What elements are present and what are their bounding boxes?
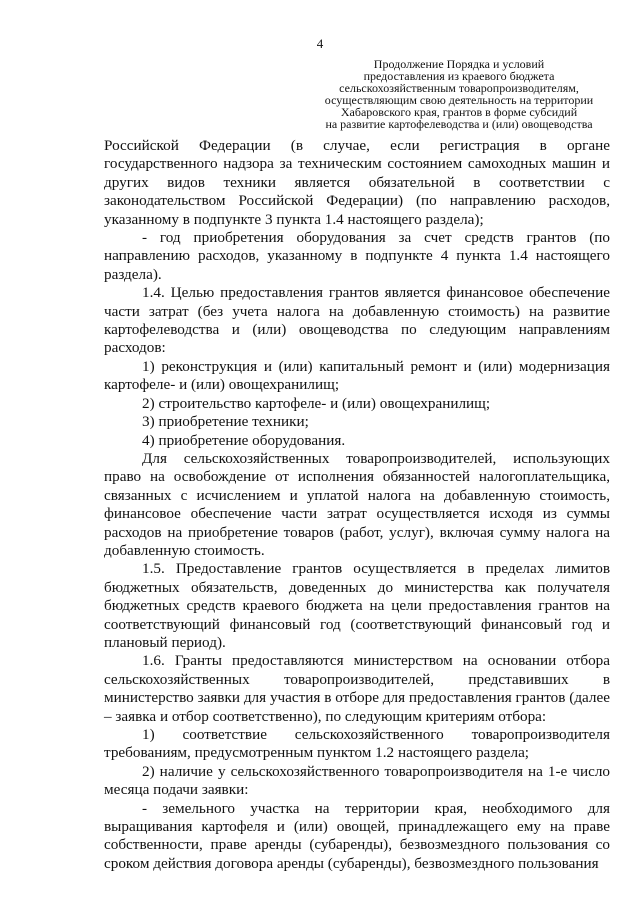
- header-line: сельскохозяйственным товаропроизводителям,: [339, 81, 579, 95]
- paragraph: 1.5. Предоставление грантов осуществляется в пределах лимитов бюджетных обязательств, доведенных до министерства как получателя бюджетных средств краевого бюджета на цели предоставления грантов на соответствующий финансовый год (соответствующий финансовый год и плановый период).: [104, 560, 610, 651]
- paragraph: 1) соответствие сельскохозяйственного товаропроизводителя требованиям, предусмотренным пунктом 1.2 настоящего раздела;: [104, 726, 610, 762]
- header-line: Продолжение Порядка и условий: [373, 57, 545, 71]
- header-line: осуществляющим свою деятельность на территории: [324, 93, 594, 107]
- document-body: [104, 137, 610, 873]
- header-line: предоставления из краевого бюджета: [363, 69, 555, 83]
- paragraph: 2) строительство картофеле- и (или) овощехранилищ;: [142, 394, 491, 412]
- paragraph: 2) наличие у сельскохозяйственного товаропроизводителя на 1-е число месяца подачи заявки:: [104, 762, 610, 799]
- paragraph: - год приобретения оборудования за счет средств грантов (по направлению расходов, указанному в подпункте 4 пункта 1.4 настоящего раздела).: [104, 229, 610, 283]
- paragraph: 3) приобретение техники;: [142, 413, 309, 431]
- header-line: на развитие картофелеводства и (или) овощеводства: [325, 117, 593, 131]
- paragraph: - земельного участка на территории края, необходимого для выращивания картофеля и (или) овощей, принадлежащего ему на праве собственности, праве аренды (субаренды), безвозмездного пользования со сроком действия договора аренды (субаренды), безвозмездного пользования: [104, 799, 610, 872]
- paragraph: Российской Федерации (в случае, если регистрация в органе государственного надзора за техническим состоянием самоходных машин и других видов техники является обязательной в соответствии с законодательством Российской Федерации) (по направлению расходов, указанному в подпункте 3 пункта 1.4 настоящего раздела);: [104, 137, 610, 228]
- document-header: [300, 58, 618, 130]
- paragraph: 4) приобретение оборудования.: [142, 431, 346, 449]
- page-number: 4: [316, 36, 324, 51]
- header-line: Хабаровского края, грантов в форме субсидий: [340, 105, 578, 119]
- paragraph: 1.4. Целью предоставления грантов является финансовое обеспечение части затрат (без учета налога на добавленную стоимость) на развитие картофелеводства и (или) овощеводства по следующим направлениям расходов:: [104, 284, 610, 357]
- paragraph: 1.6. Гранты предоставляются министерством на основании отбора сельскохозяйственных товаропроизводителей, представивших в министерство заявки для участия в отборе для предоставления грантов (далее – заявка и отбор соответственно), по следующим критериям отбора:: [104, 652, 610, 725]
- paragraph: Для сельскохозяйственных товаропроизводителей, использующих право на освобождение от исполнения обязанностей налогоплательщика, связанных с исчислением и уплатой налога на добавленную стоимость, финансовое обеспечение части затрат осуществляется исходя из суммы расходов на приобретение товаров (работ, услуг), включая сумму налога на добавленную стоимость.: [104, 449, 610, 559]
- paragraph: 1) реконструкция и (или) капитальный ремонт и (или) модернизация картофеле- и (или) овощехранилищ;: [104, 357, 610, 394]
